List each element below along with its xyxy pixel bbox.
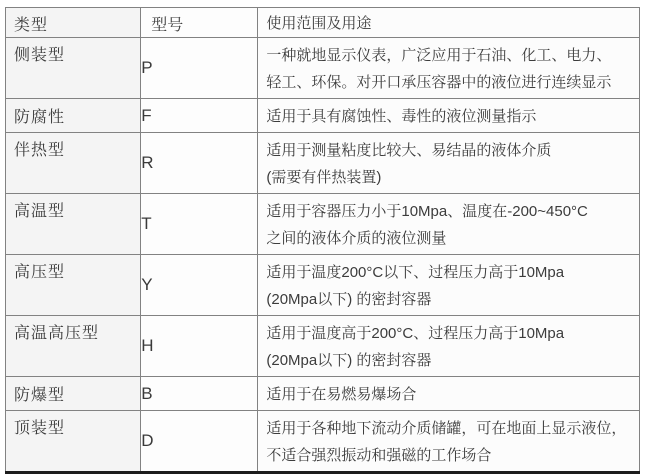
usage-line: 一种就地显示仪表，广泛应用于石油、化工、电力、 <box>266 47 612 64</box>
type-cell: 防腐性 <box>6 99 141 133</box>
header-model: 型号 <box>141 8 258 38</box>
model-code-cell: H <box>141 316 258 377</box>
usage-line: (需要有伴热装置) <box>266 169 382 186</box>
usage-cell <box>258 255 640 316</box>
table-row <box>6 377 640 411</box>
header-usage: 使用范围及用途 <box>258 8 640 38</box>
type-cell: 高温型 <box>6 194 141 255</box>
usage-cell <box>258 99 640 133</box>
type-cell: 顶装型 <box>6 411 141 473</box>
usage-line: 轻工、环保。对开口承压容器中的液位进行连续显示 <box>266 74 612 91</box>
table-row <box>6 255 640 316</box>
usage-line: 适用于容器压力小于10Mpa、温度在-200~450°C <box>266 203 588 220</box>
usage-cell <box>258 377 640 411</box>
usage-cell <box>258 133 640 194</box>
type-cell: 高压型 <box>6 255 141 316</box>
usage-cell <box>258 38 640 99</box>
header-type: 类型 <box>6 8 141 38</box>
table-row <box>6 194 640 255</box>
usage-cell <box>258 316 640 377</box>
model-code-cell: D <box>141 411 258 473</box>
gauge-type-spec-table <box>5 7 640 474</box>
model-code-cell: F <box>141 99 258 133</box>
model-code-cell: R <box>141 133 258 194</box>
model-code-cell: T <box>141 194 258 255</box>
model-code-cell: P <box>141 38 258 99</box>
type-cell: 高温高压型 <box>6 316 141 377</box>
usage-line: 不适合强烈振动和强磁的工作场合 <box>266 447 492 464</box>
usage-line: (20Mpa以下) 的密封容器 <box>266 352 432 369</box>
type-cell: 防爆型 <box>6 377 141 411</box>
usage-cell <box>258 194 640 255</box>
usage-line: 适用于温度高于200°C、过程压力高于10Mpa <box>266 325 565 342</box>
type-cell: 伴热型 <box>6 133 141 194</box>
model-code-cell: Y <box>141 255 258 316</box>
table-row <box>6 133 640 194</box>
model-code-cell: B <box>141 377 258 411</box>
usage-line: 适用于各种地下流动介质储罐，可在地面上显示液位， <box>266 420 627 437</box>
usage-line: 适用于在易燃易爆场合 <box>266 386 417 403</box>
table-row <box>6 316 640 377</box>
table-row <box>6 38 640 99</box>
usage-line: 适用于温度200°C以下、过程压力高于10Mpa <box>266 264 565 281</box>
usage-cell <box>258 411 640 473</box>
usage-line: 适用于测量粘度比较大、易结晶的液体介质 <box>266 142 552 159</box>
table-row <box>6 99 640 133</box>
type-cell: 侧装型 <box>6 38 141 99</box>
header-row <box>6 8 640 38</box>
usage-line: 适用于具有腐蚀性、毒性的液位测量指示 <box>266 108 537 125</box>
usage-line: (20Mpa以下) 的密封容器 <box>266 291 432 308</box>
usage-line: 之间的液体介质的液位测量 <box>266 230 447 247</box>
table-row <box>6 411 640 473</box>
